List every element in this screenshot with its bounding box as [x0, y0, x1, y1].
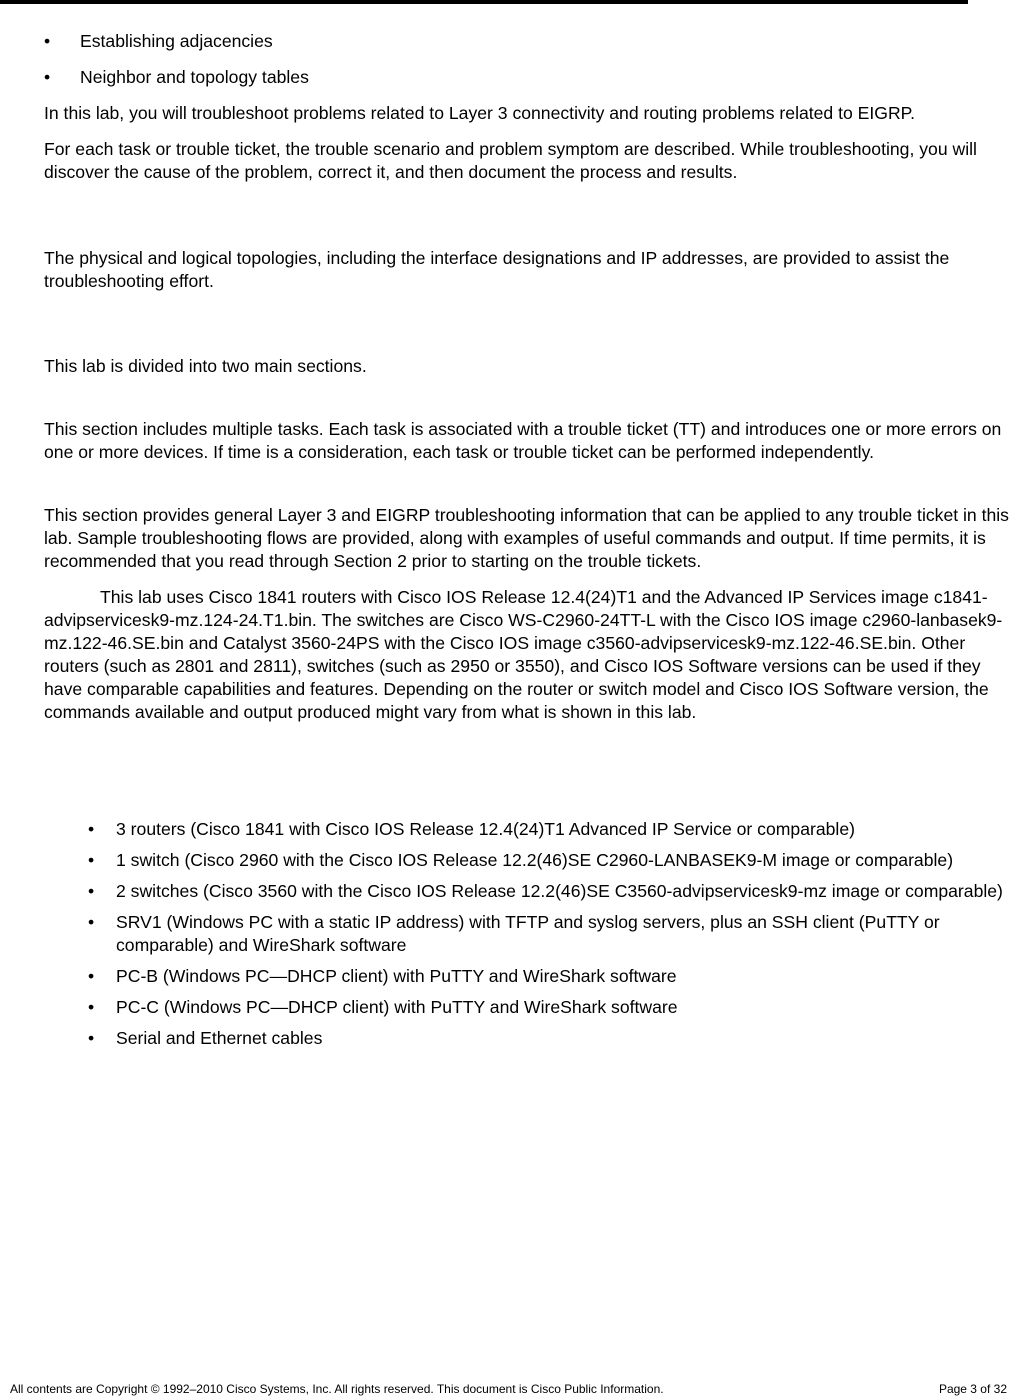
bullet-icon: •	[44, 31, 51, 51]
required-resources-list	[88, 818, 1012, 1050]
section2-paragraph: This section provides general Layer 3 and EIGRP troubleshooting information that can be applied to any trouble ticket in this lab. Sample troubleshooting flows are provided, along with examples of useful commands and output. If time permits, it is recommended that you read through Section 2 prior to starting on the trouble tickets.	[44, 505, 1009, 571]
bullet-icon: •	[88, 966, 95, 986]
list-item	[88, 849, 1012, 872]
page-footer	[0, 1382, 1013, 1397]
bullet-icon: •	[88, 1028, 95, 1048]
top-bullet-list	[44, 30, 1012, 89]
list-item-text: PC-C (Windows PC—DHCP client) with PuTTY and WireShark software	[116, 997, 678, 1017]
document-page	[44, 30, 1012, 1050]
copyright-notice: All contents are Copyright © 1992–2010 Cisco Systems, Inc. All rights reserved. This document is Cisco Public Information.	[10, 1382, 664, 1396]
bullet-icon: •	[88, 850, 95, 870]
list-item-text: Neighbor and topology tables	[80, 67, 309, 87]
list-item-text: 2 switches (Cisco 3560 with the Cisco IOS Release 12.2(46)SE C3560-advipservicesk9-mz image or comparable)	[116, 881, 1003, 901]
list-item-text: Establishing adjacencies	[80, 31, 273, 51]
list-item	[88, 818, 1012, 841]
list-item	[88, 911, 1012, 957]
topology-paragraph: The physical and logical topologies, including the interface designations and IP addresses, are provided to assist the troubleshooting effort.	[44, 248, 950, 291]
bullet-icon: •	[88, 912, 95, 932]
bullet-icon: •	[88, 819, 95, 839]
list-item-text: Serial and Ethernet cables	[116, 1028, 323, 1048]
list-item	[88, 880, 1012, 903]
list-item	[88, 996, 1012, 1019]
bullet-icon: •	[88, 997, 95, 1017]
list-item-text: 3 routers (Cisco 1841 with Cisco IOS Release 12.4(24)T1 Advanced IP Service or comparable)	[116, 819, 855, 839]
list-item-text: SRV1 (Windows PC with a static IP address) with TFTP and syslog servers, plus an SSH client (PuTTY or comparable) and WireShark software	[116, 912, 940, 955]
scenario-paragraph: For each task or trouble ticket, the trouble scenario and problem symptom are described. While troubleshooting, you will discover the cause of the problem, correct it, and then document the process and results.	[44, 139, 977, 182]
list-item-text: 1 switch (Cisco 2960 with the Cisco IOS Release 12.2(46)SE C2960-LANBASEK9-M image or comparable)	[116, 850, 954, 870]
list-item	[44, 30, 1012, 53]
section1-paragraph: This section includes multiple tasks. Each task is associated with a trouble ticket (TT) and introduces one or more errors on one or more devices. If time is a consideration, each task or trouble ticket can be performed independently.	[44, 419, 1002, 462]
list-item	[88, 1027, 1012, 1050]
bullet-icon: •	[88, 881, 95, 901]
equipment-note-paragraph: This lab uses Cisco 1841 routers with Cisco IOS Release 12.4(24)T1 and the Advanced IP Services image c1841-advipservicesk9-mz.124-24.T1.bin. The switches are Cisco WS-C2960-24TT-L with the Cisco IOS image c2960-lanbasek9-mz.122-46.SE.bin and Catalyst 3560-24PS with the Cisco IOS image c3560-advipservicesk9-mz.122-46.SE.bin. Other routers (such as 2801 and 2811), switches (such as 2950 or 3550), and Cisco IOS Software versions can be used if they have comparable capabilities and features. Depending on the router or switch model and Cisco IOS Software version, the commands available and output produced might vary from what is shown in this lab.	[44, 587, 1003, 722]
intro-paragraph: In this lab, you will troubleshoot problems related to Layer 3 connectivity and routing problems related to EIGRP.	[44, 103, 916, 123]
list-item-text: PC-B (Windows PC—DHCP client) with PuTTY and WireShark software	[116, 966, 677, 986]
top-rule	[0, 0, 968, 4]
page-number: Page 3 of 32	[938, 1382, 1007, 1396]
list-item	[44, 66, 1012, 89]
sections-paragraph: This lab is divided into two main sections.	[44, 356, 367, 376]
bullet-icon: •	[44, 67, 51, 87]
list-item	[88, 965, 1012, 988]
